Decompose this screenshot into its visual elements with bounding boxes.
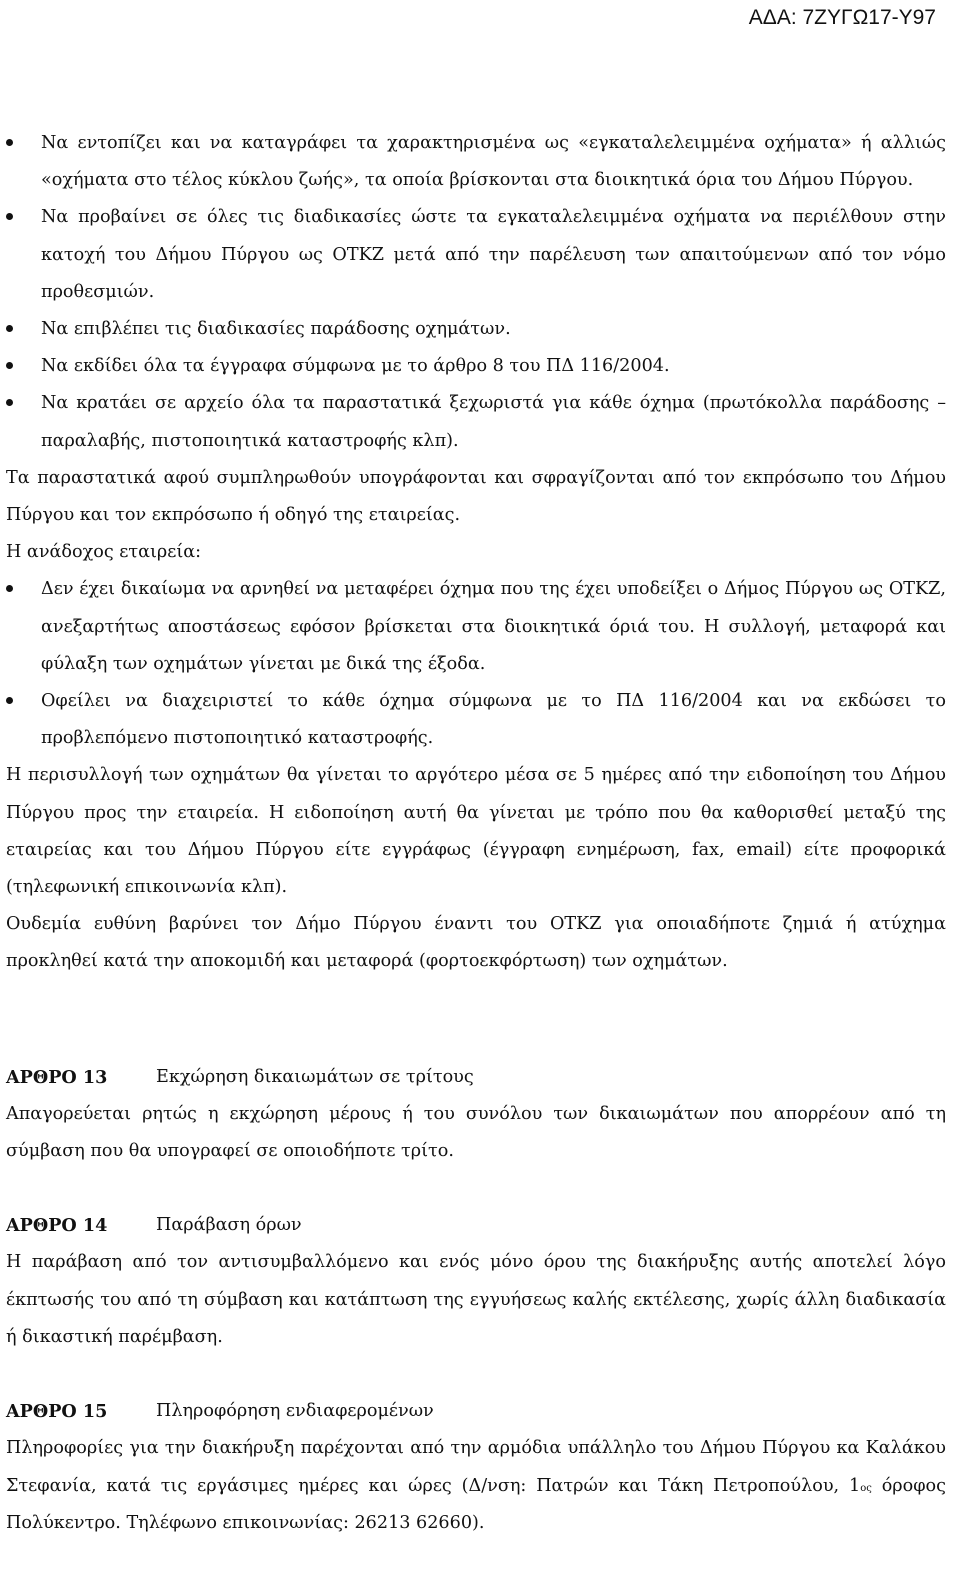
list-item (6, 683, 946, 757)
spacer (6, 1170, 946, 1207)
list-item (6, 385, 946, 459)
article-number: ΑΡΘΡΟ 13 (6, 1066, 108, 1088)
article-body: Απαγορεύεται ρητώς η εκχώρηση μέρους ή του συνόλου των δικαιωμάτων που απορρέουν από τη σύμβαση που θα υπογραφεί σε οποιοδήποτε τρίτο. (6, 1103, 946, 1162)
spacer (6, 981, 946, 1059)
article-title: Πληροφόρηση ενδιαφερομένων (156, 1401, 434, 1422)
list-item-text: Να εκδίδει όλα τα έγγραφα σύμφωνα με το άρθρο 8 του ΠΔ 116/2004. (41, 356, 670, 377)
list-item-text: Να προβαίνει σε όλες τις διαδικασίες ώστε τα εγκαταλελειμμένα οχήματα να περιέλθουν στην κατοχή του Δήμου Πύργου ως ΟΤΚΖ μετά από την παρέλευση των απαιτούμενων από τον νόμο προθεσμιών. (41, 207, 946, 302)
article-body (6, 1430, 946, 1542)
list-item-text: Να κρατάει σε αρχείο όλα τα παραστατικά ξεχωριστά για κάθε όχημα (πρωτόκολλα παράδοσης – παραλαβής, πιστοποιητικά καταστροφής κλπ). (41, 393, 946, 451)
paragraph: Τα παραστατικά αφού συμπληρωθούν υπογράφονται και σφραγίζονται από τον εκπρόσωπο του Δήμου Πύργου και τον εκπρόσωπο ή οδηγό της εταιρείας. (6, 467, 946, 526)
article-title: Παράβαση όρων (156, 1215, 302, 1236)
bullet-icon (6, 399, 13, 406)
spacer (6, 1356, 946, 1393)
article-number: ΑΡΘΡΟ 15 (6, 1401, 108, 1423)
bullet-icon (6, 697, 13, 704)
bullet-icon (6, 325, 13, 332)
bullet-icon (6, 585, 13, 592)
article-heading (6, 1393, 946, 1430)
paragraph: Ουδεμία ευθύνη βαρύνει τον Δήμο Πύργου έναντι του ΟΤΚΖ για οποιαδήποτε ζημιά ή ατύχημα προκληθεί κατά την αποκομιδή και μεταφορά (φορτοεκφόρτωση) των οχημάτων. (6, 914, 946, 972)
article-body-text: Πληροφορίες για την διακήρυξη παρέχονται από την αρμόδια υπάλληλο του Δήμου Πύργου κα Καλάκου Στεφανία, κατά τις εργάσιμες ημέρες και ώρες (Δ/νση: Πατρών και Τάκη Πετροπούλου, 1 (6, 1438, 946, 1496)
list-item-text: Δεν έχει δικαίωμα να αρνηθεί να μεταφέρει όχημα που της έχει υποδείξει ο Δήμος Πύργου ως ΟΤΚΖ, ανεξαρτήτως αποστάσεως εφόσον βρίσκεται στα διοικητικά όριά του. Η συλλογή, μεταφορά και φύλαξη των οχημάτων γίνεται με δικά της έξοδα. (41, 579, 946, 674)
list-item (6, 311, 946, 348)
ada-header: ΑΔΑ: 7ΖΥΓΩ17-Υ97 (748, 6, 936, 29)
list-item (6, 199, 946, 311)
bullet-icon (6, 213, 13, 220)
article-title: Εκχώρηση δικαιωμάτων σε τρίτους (156, 1066, 474, 1087)
list-item (6, 125, 946, 199)
article-heading (6, 1207, 946, 1244)
list-item-text: Οφείλει να διαχειριστεί το κάθε όχημα σύμφωνα με το ΠΔ 116/2004 και να εκδώσει το προβλεπόμενο πιστοποιητικό καταστροφής. (41, 691, 946, 749)
document-body (6, 125, 946, 1542)
list-item (6, 348, 946, 385)
article-number: ΑΡΘΡΟ 14 (6, 1215, 108, 1237)
list-item-text: Να επιβλέπει τις διαδικασίες παράδοσης οχημάτων. (41, 319, 511, 340)
list-item (6, 571, 946, 683)
bullet-icon (6, 362, 13, 369)
ordinal-superscript: ος (860, 1482, 872, 1494)
article-heading (6, 1059, 946, 1096)
paragraph: Η ανάδοχος εταιρεία: (6, 542, 202, 563)
bullet-icon (6, 139, 13, 146)
article-body-text: όροφος Πολύκεντρο. Τηλέφωνο επικοινωνίας: 26213 62660). (6, 1475, 946, 1533)
paragraph: Η περισυλλογή των οχημάτων θα γίνεται το αργότερο μέσα σε 5 ημέρες από την ειδοποίηση του Δήμου Πύργου προς την εταιρεία. Η ειδοποίηση αυτή θα γίνεται με τρόπο που θα καθορισθεί μεταξύ της εταιρείας και του Δήμου Πύργου είτε εγγράφως (έγγραφη ενημέρωση, fax, email) είτε προφορικά (τηλεφωνική επικοινωνία κλπ). (6, 765, 946, 898)
list-item-text: Να εντοπίζει και να καταγράφει τα χαρακτηρισμένα ως «εγκαταλελειμμένα οχήματα» ή αλλιώς «οχήματα στο τέλος κύκλου ζωής», τα οποία βρίσκονται στα διοικητικά όρια του Δήμου Πύργου. (41, 133, 946, 191)
article-body: Η παράβαση από τον αντισυμβαλλόμενο και ενός μόνο όρου της διακήρυξης αυτής αποτελεί λόγο έκπτωσής του από τη σύμβαση και κατάπτωση της εγγυήσεως καλής εκτέλεσης, χωρίς άλλη διαδικασία ή δικαστική παρέμβαση. (6, 1252, 946, 1347)
